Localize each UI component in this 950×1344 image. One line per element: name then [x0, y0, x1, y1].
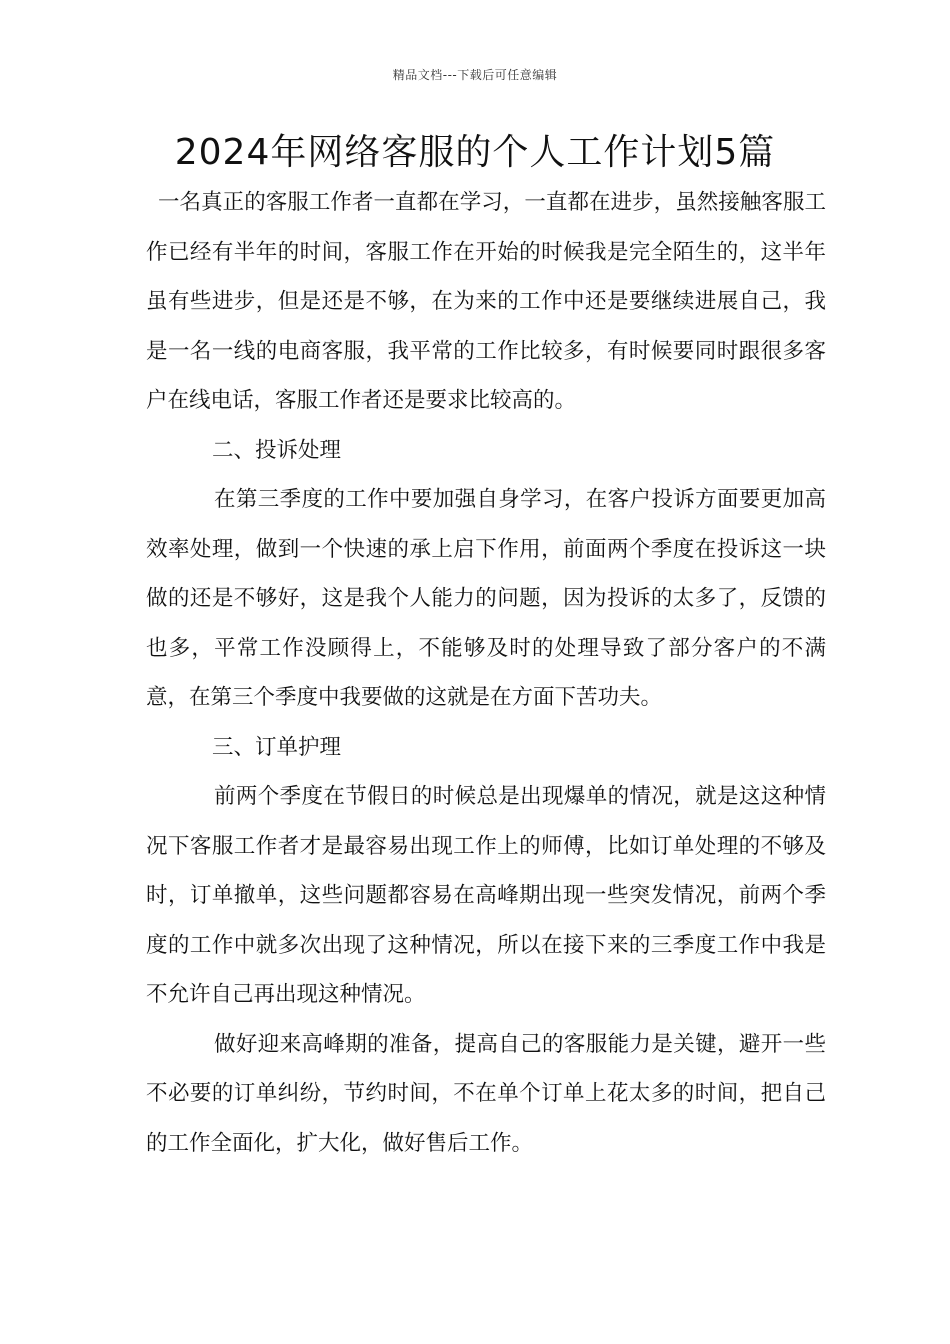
section-heading-complaints: 二、投诉处理 — [212, 437, 342, 463]
section-heading-orders: 三、订单护理 — [212, 734, 342, 760]
page-title: 2024年网络客服的个人工作计划5篇 — [174, 132, 776, 173]
peak-prep-paragraph: 做好迎来高峰期的准备，提高自己的客服能力是关键，避开一些不必要的订单纠纷，节约时间，不在单个订单上花太多的时间，把自己的工作全面化，扩大化，做好售后工作。 — [146, 1031, 826, 1156]
header-note: 精品文档---下载后可任意编辑 — [392, 68, 558, 82]
intro-paragraph: 一名真正的客服工作者一直都在学习，一直都在进步，虽然接触客服工作已经有半年的时间，客服工作在开始的时候我是完全陌生的，这半年虽有些进步，但是还是不够，在为来的工作中还是要继续进展自己，我是一名一线的电商客服，我平常的工作比较多，有时候要同时跟很多客户在线电话，客服工作者还是要求比较高的。 — [146, 190, 826, 413]
complaints-paragraph: 在第三季度的工作中要加强自身学习，在客户投诉方面要更加高效率处理，做到一个快速的承上启下作用，前面两个季度在投诉这一块做的还是不够好，这是我个人能力的问题，因为投诉的太多了，反馈的也多，平常工作没顾得上，不能够及时的处理导致了部分客户的不满意，在第三个季度中我要做的这就是在方面下苦功夫。 — [146, 487, 826, 710]
document-body — [146, 178, 826, 1168]
orders-paragraph: 前两个季度在节假日的时候总是出现爆单的情况，就是这这种情况下客服工作者才是最容易出现工作上的师傅，比如订单处理的不够及时，订单撤单，这些问题都容易在高峰期出现一些突发情况，前两个季度的工作中就多次出现了这种情况，所以在接下来的三季度工作中我是不允许自己再出现这种情况。 — [146, 784, 826, 1007]
